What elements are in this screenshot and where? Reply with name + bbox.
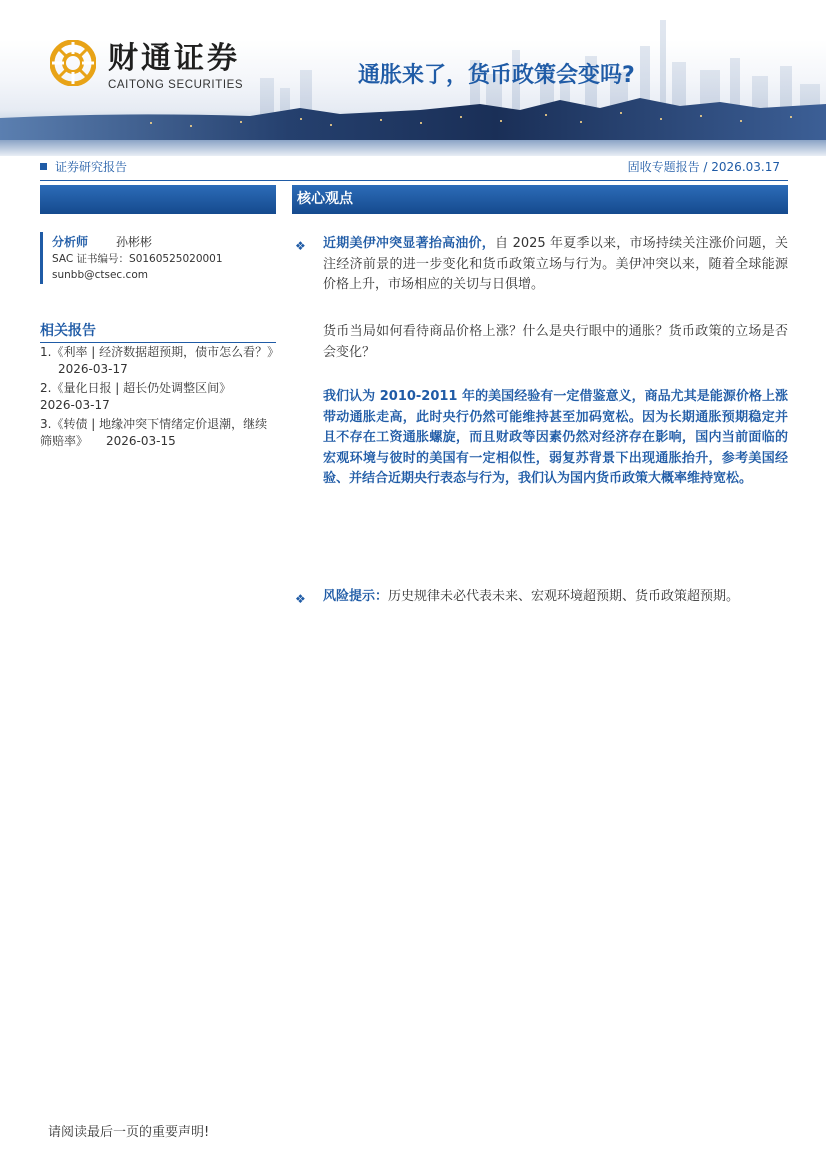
related-report-text: 1.《利率 | 经济数据超预期，债市怎么看？》 <box>40 345 280 359</box>
related-report-item[interactable] <box>40 380 276 414</box>
sub-header <box>40 156 788 181</box>
risk-warning-lead: 风险提示： <box>323 589 389 604</box>
core-paragraph-1-text: 自 2025 年夏季以来，市场持续关注涨价问题，关注经济前景的进一步变化和货币政策立场与行为。美伊冲突以来，随着全球能源价格上升，市场相应的关切与日俱增。 <box>323 236 788 292</box>
related-report-date: 2026-03-15 <box>106 434 176 448</box>
core-paragraph-1 <box>323 234 788 296</box>
footer-notice: 请阅读最后一页的重要声明! <box>48 1125 210 1140</box>
diamond-bullet-icon: ❖ <box>295 592 306 606</box>
core-paragraph-2: 货币当局如何看待商品价格上涨？什么是央行眼中的通胀？货币政策的立场是否会变化？ <box>323 324 788 360</box>
analyst-info <box>40 232 279 284</box>
brand-name-en: CAITONG SECURITIES <box>108 79 244 91</box>
brand-logo <box>50 40 250 100</box>
report-title: 通胀来了，货币政策会变吗? <box>358 63 635 88</box>
core-views-header <box>292 185 788 214</box>
report-category <box>40 159 127 175</box>
related-report-item[interactable] <box>40 344 280 378</box>
analyst-name: 孙彬彬 <box>116 235 153 249</box>
analyst-role: 分析师 <box>52 235 89 249</box>
left-header-bar <box>40 185 276 214</box>
analyst-sac-number: SAC 证书编号：S0160525020001 <box>52 253 223 265</box>
report-type-date: 固收专题报告 / 2026.03.17 <box>627 160 780 174</box>
core-paragraph-3: 我们认为 2010-2011 年的美国经验有一定借鉴意义，商品尤其是能源价格上涨带动通胀走高，此时央行仍然可能维持甚至加码宽松。因为长期通胀预期稳定并且不存在工资通胀螺旋，而且财政等因素仍然对经济存在影响，国内当前面临的宏观环境与彼时的美国有一定相似性，弱复苏背景下出现通胀抬升，参考美国经验、并结合近期央行表态与行为，我们认为国内货币政策大概率维持宽松。 <box>323 389 788 486</box>
related-reports-title: 相关报告 <box>40 322 276 343</box>
risk-warning <box>323 587 788 608</box>
risk-warning-text: 历史规律未必代表未来、宏观环境超预期、货币政策超预期。 <box>388 589 740 604</box>
analyst-email[interactable]: sunbb@ctsec.com <box>52 269 148 281</box>
related-report-date: 2026-03-17 <box>58 362 128 376</box>
related-report-date: 2026-03-17 <box>40 398 110 412</box>
core-paragraph-1-lead: 近期美伊冲突显著抬高油价， <box>323 236 496 251</box>
caitong-logo-icon <box>50 40 96 86</box>
brand-name-cn: 财通证券 <box>108 41 240 76</box>
report-category-label: 证券研究报告 <box>55 160 128 174</box>
square-bullet-icon <box>40 163 47 170</box>
core-views-title: 核心观点 <box>297 191 353 207</box>
diamond-bullet-icon: ❖ <box>295 239 306 253</box>
header-banner <box>0 0 826 156</box>
related-report-text: 2.《量化日报 | 超长仍处调整区间》 <box>40 381 232 395</box>
related-report-item[interactable] <box>40 416 276 450</box>
related-report-text: 3.《转债 | 地缘冲突下情绪定价退潮，继续筛赔率》 <box>40 417 268 448</box>
related-reports-list <box>40 344 280 452</box>
